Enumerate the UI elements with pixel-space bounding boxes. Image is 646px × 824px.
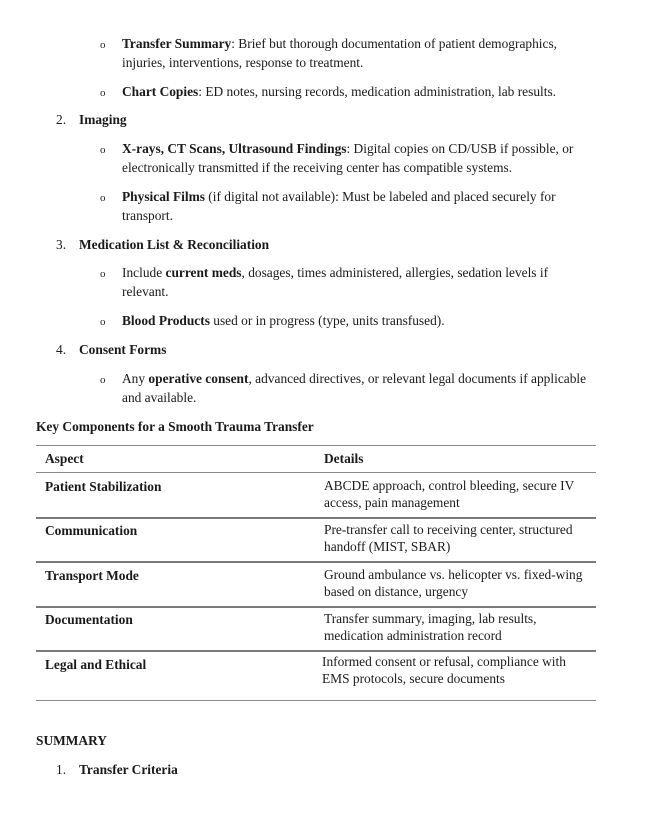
item-bold: Physical Films: [122, 189, 205, 204]
bullet-icon: o: [100, 316, 106, 328]
table-row-aspect: Patient Stabilization: [45, 479, 162, 494]
table-row-divider: [36, 561, 596, 563]
table-row-aspect: Communication: [45, 523, 138, 538]
list-item-imaging-findings: [122, 139, 596, 177]
table-row-divider: [36, 517, 596, 519]
section-title-medication: Medication List & Reconciliation: [79, 237, 270, 252]
section-number: 2.: [56, 112, 67, 127]
item-bold: operative consent: [148, 371, 249, 386]
item-text: , dosages, times administered, allergies, sedation levels if relevant.: [122, 265, 549, 299]
table-row-details: Informed consent or refusal, compliance with EMS protocols, secure documents: [322, 654, 566, 686]
list-item-physical-films: [122, 187, 596, 225]
table-rule-header: [36, 472, 596, 473]
section-number: 3.: [56, 237, 67, 252]
list-item-operative-consent: [122, 369, 596, 407]
item-prefix: Any: [122, 371, 149, 386]
table-row-details: ABCDE approach, control bleeding, secure IV access, pain management: [324, 478, 575, 510]
item-text: : Brief but thorough documentation of patient demographics, injuries, interventions, response to treatment.: [122, 36, 557, 70]
table-row-aspect: Documentation: [45, 612, 133, 627]
item-bold: Blood Products: [122, 313, 210, 328]
item-bold: X-rays, CT Scans, Ultrasound Findings: [122, 141, 347, 156]
table-header-aspect: Aspect: [45, 451, 84, 466]
table-row-details: Ground ambulance vs. helicopter vs. fixed-wing based on distance, urgency: [324, 567, 583, 599]
item-text: (if digital not available): Must be labeled and placed securely for transport.: [122, 189, 556, 223]
bullet-icon: o: [100, 144, 106, 156]
item-bold: Chart Copies: [122, 84, 199, 99]
table-row-divider: [36, 650, 596, 652]
table-row-details: Pre-transfer call to receiving center, structured handoff (MIST, SBAR): [324, 522, 573, 554]
item-text: : ED notes, nursing records, medication administration, lab results.: [198, 84, 557, 99]
section-number: 1.: [56, 762, 67, 777]
item-bold: current meds: [165, 265, 242, 280]
section-title-imaging: Imaging: [79, 112, 127, 127]
list-item-current-meds: [122, 263, 596, 301]
item-text: used or in progress (type, units transfused).: [209, 313, 445, 328]
list-item-transfer-summary: [122, 34, 596, 72]
bullet-icon: o: [100, 192, 106, 204]
list-item-blood-products: [122, 311, 596, 330]
table-row-divider: [36, 606, 596, 608]
item-bold: Transfer Summary: [122, 36, 232, 51]
section-title-transfer-criteria: Transfer Criteria: [79, 762, 178, 777]
item-text: , advanced directives, or relevant legal documents if applicable and available.: [122, 371, 587, 405]
bullet-icon: o: [100, 39, 106, 51]
list-item-chart-copies: [122, 82, 596, 101]
bullet-icon: o: [100, 268, 106, 280]
section-title-consent: Consent Forms: [79, 342, 167, 357]
table-header-details: Details: [324, 451, 364, 466]
table-row-details: Transfer summary, imaging, lab results, medication administration record: [324, 611, 537, 643]
section-number: 4.: [56, 342, 67, 357]
table-title: Key Components for a Smooth Trauma Transfer: [36, 419, 314, 434]
item-text: : Digital copies on CD/USB if possible, or electronically transmitted if the receiving center has compatible systems.: [122, 141, 574, 175]
bullet-icon: o: [100, 374, 106, 386]
table-rule-bottom: [36, 700, 596, 701]
bullet-icon: o: [100, 87, 106, 99]
summary-heading: SUMMARY: [36, 733, 107, 748]
table-row-aspect: Transport Mode: [45, 568, 139, 583]
item-prefix: Include: [122, 265, 166, 280]
table-rule-top: [36, 445, 596, 446]
table-row-aspect: Legal and Ethical: [45, 657, 147, 672]
